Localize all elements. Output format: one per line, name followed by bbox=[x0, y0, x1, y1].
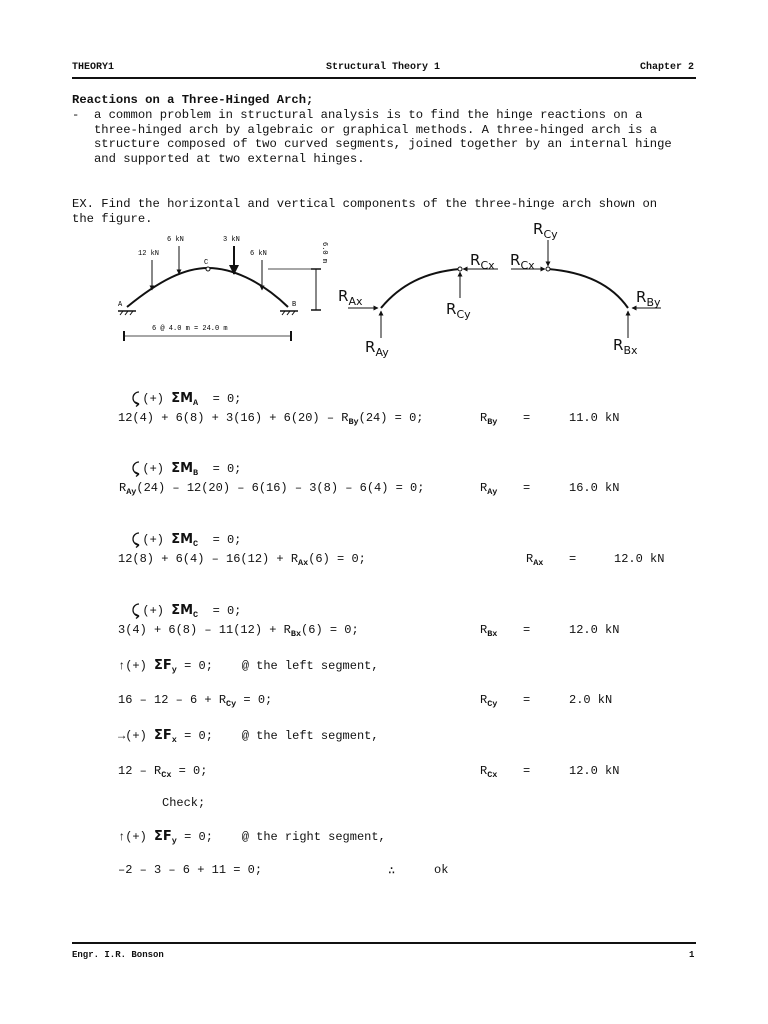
result-cy-value: 2.0 kN bbox=[569, 693, 613, 707]
ok-label: ok bbox=[434, 863, 449, 877]
label-rcy-left: $R_{Cy}$ bbox=[446, 300, 471, 321]
label-c: C bbox=[204, 259, 209, 267]
header-right: Chapter 2 bbox=[640, 62, 695, 73]
load-label-12kn: 12 kN bbox=[138, 250, 160, 258]
eq-check-final: –2 – 3 – 6 + 11 = 0; bbox=[118, 863, 263, 877]
result-cy-label: $R_{Cy}$ bbox=[480, 693, 498, 709]
label-b: B bbox=[292, 301, 297, 309]
label-a: A bbox=[118, 301, 123, 309]
eq-sum-fx-left: →(+) $\Sigma F_x = 0$; @ the left segment, bbox=[118, 728, 379, 745]
intro-line: three-hinged arch by algebraic or graphical methods. A three-hinged arch is a bbox=[72, 122, 658, 137]
eq-sum-mc: (+) $\Sigma M_C = 0$; bbox=[116, 516, 241, 548]
eq-sum-fy-right: ↑(+) $\Sigma F_y = 0$; @ the right segment, bbox=[118, 829, 386, 846]
support-a bbox=[118, 311, 136, 315]
label-rax: $R_{Ax}$ bbox=[338, 287, 363, 308]
intro-line: - a common problem in structural analysis is to find the hinge reactions on a bbox=[72, 108, 643, 122]
result-cx-value: 12.0 kN bbox=[569, 764, 620, 778]
span-label: 6 @ 4.0 m = 24.0 m bbox=[152, 325, 228, 333]
support-b bbox=[280, 311, 298, 315]
label-rby: $R_{By}$ bbox=[636, 288, 661, 309]
therefore-symbol: ∴ bbox=[388, 864, 396, 878]
hinge-c bbox=[206, 267, 210, 271]
label-rbx: $R_{Bx}$ bbox=[613, 336, 638, 357]
eq-line-ax: $12(8) + 6(4) - 16(12) + R_{Ax}(6) = 0$; bbox=[118, 552, 366, 568]
eq-line-bx: $3(4) + 6(8) - 11(12) + R_{Bx}(6) = 0$; bbox=[118, 623, 359, 639]
page-number: 1 bbox=[689, 950, 695, 960]
label-ray: $R_{Ay}$ bbox=[365, 338, 389, 359]
result-by-label: $R_{By}$ bbox=[480, 411, 498, 427]
result-cy-eq: = bbox=[523, 693, 531, 707]
eq-sum-mb: (+) $\Sigma M_B = 0$; bbox=[116, 445, 241, 477]
eq-line-by: $12(4) + 6(8) + 3(16) + 6(20) - R_{By}(24) = 0$; bbox=[118, 411, 424, 427]
result-bx-label: $R_{Bx}$ bbox=[480, 623, 498, 639]
header-left: THEORY1 bbox=[72, 62, 115, 73]
load-label-6kn-right: 6 kN bbox=[250, 250, 267, 258]
eq-line-ay: $R_{Ay}(24) - 12(20) - 6(16) - 3(8) - 6(4) = 0$; bbox=[119, 481, 425, 497]
eq-sum-mc-right: (+) $\Sigma M_C = 0$; bbox=[116, 587, 241, 619]
result-ay-label: $R_{Ay}$ bbox=[480, 481, 498, 497]
result-ax-label: $R_{Ax}$ bbox=[526, 552, 544, 568]
check-label: Check; bbox=[162, 796, 206, 810]
load-label-3kn: 3 kN bbox=[223, 236, 240, 244]
footer-rule bbox=[72, 942, 696, 944]
height-label: 6.0 m bbox=[320, 242, 328, 264]
result-ay-value: 16.0 kN bbox=[569, 481, 620, 495]
moment-ccw-icon bbox=[130, 459, 142, 477]
intro-line: and supported at two external hinges. bbox=[72, 151, 365, 166]
result-by-eq: = bbox=[523, 411, 531, 425]
moment-ccw-icon bbox=[130, 601, 142, 619]
header-center: Structural Theory 1 bbox=[326, 62, 441, 73]
section-title: Reactions on a Three-Hinged Arch; bbox=[72, 93, 314, 107]
result-by-value: 11.0 kN bbox=[569, 411, 620, 425]
result-ax-eq: = bbox=[569, 552, 577, 566]
arch-figure bbox=[0, 0, 768, 370]
result-cx-eq: = bbox=[523, 764, 531, 778]
label-rcy-right: $R_{Cy}$ bbox=[533, 220, 558, 241]
label-rcx-left: $R_{Cx}$ bbox=[470, 251, 495, 272]
result-bx-value: 12.0 kN bbox=[569, 623, 620, 637]
result-cx-label: $R_{Cx}$ bbox=[480, 764, 498, 780]
fbd-right-segment bbox=[548, 269, 628, 308]
result-ay-eq: = bbox=[523, 481, 531, 495]
moment-ccw-icon bbox=[130, 530, 142, 548]
example-line: EX. Find the horizontal and vertical components of the three-hinge arch shown on bbox=[72, 197, 658, 211]
load-label-6kn-left: 6 kN bbox=[167, 236, 184, 244]
result-bx-eq: = bbox=[523, 623, 531, 637]
moment-ccw-icon bbox=[130, 389, 142, 407]
arch-curve bbox=[127, 268, 288, 307]
footer-author: Engr. I.R. Bonson bbox=[72, 950, 164, 960]
label-rcx-right: $R_{Cx}$ bbox=[510, 251, 535, 272]
eq-line-cx: $12 - R_{Cx} = 0$; bbox=[118, 764, 208, 780]
example-line: the figure. bbox=[72, 211, 153, 226]
result-ax-value: 12.0 kN bbox=[614, 552, 665, 566]
intro-line: structure composed of two curved segments, joined together by an internal hinge bbox=[72, 137, 672, 152]
eq-line-cy: $16 - 12 - 6 + R_{Cy} = 0$; bbox=[118, 693, 273, 709]
eq-sum-ma: (+) $\Sigma M_A = 0$; bbox=[116, 375, 241, 407]
eq-sum-fy-left: ↑(+) $\Sigma F_y = 0$; @ the left segment, bbox=[118, 658, 379, 675]
